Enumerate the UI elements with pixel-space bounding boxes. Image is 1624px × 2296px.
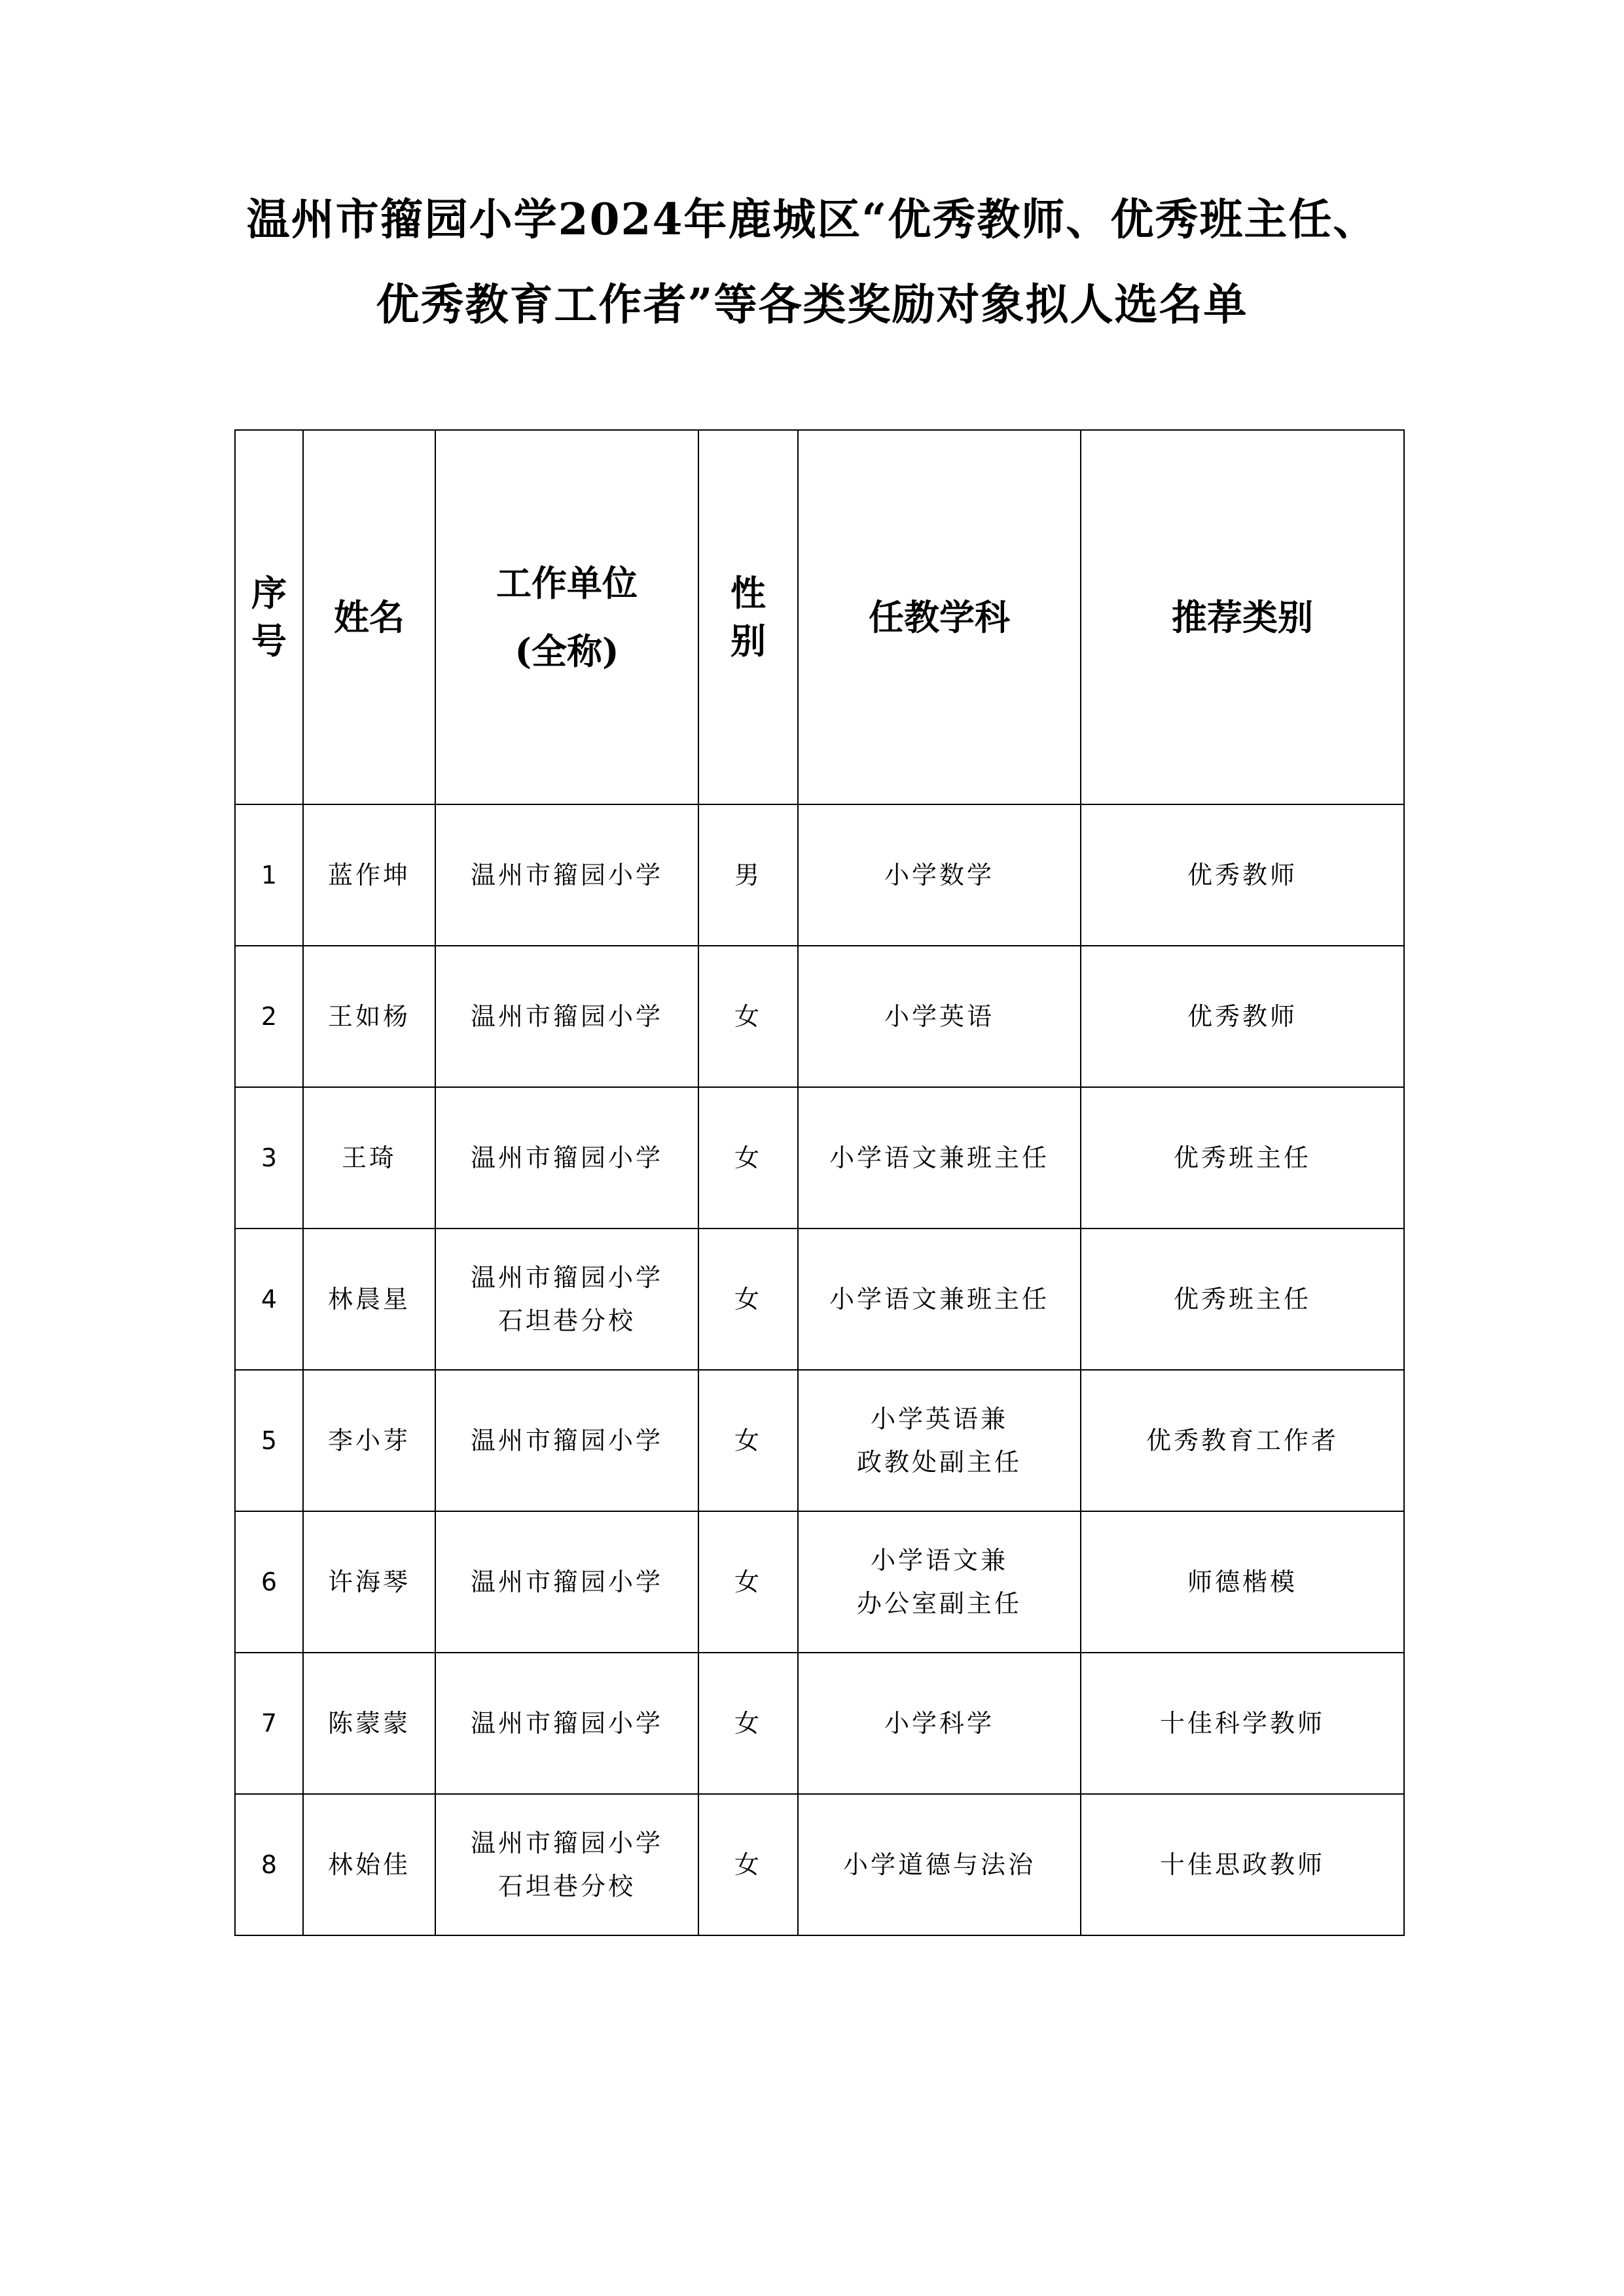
- cell-subject: [798, 946, 1081, 1087]
- cell-unit: [435, 1087, 698, 1229]
- cell-subject1: 小学科学: [884, 1709, 994, 1738]
- cell-index: 8: [261, 1850, 278, 1879]
- cell-subject1: 小学语文兼班主任: [829, 1143, 1049, 1172]
- document-title-line-1: 温州市籀园小学2024年鹿城区“优秀教师、优秀班主任、: [246, 194, 1378, 245]
- cell-subject2: 政教处副主任: [856, 1448, 1022, 1477]
- table-row: [235, 1370, 1404, 1511]
- cell-index: 7: [261, 1709, 278, 1738]
- cell-unit1: 温州市籀园小学: [470, 1002, 663, 1031]
- cell-gender: 女: [698, 1229, 798, 1370]
- header-unit: [435, 430, 698, 804]
- table-row: [235, 1087, 1404, 1229]
- cell-index: [235, 1229, 303, 1370]
- cell-unit1: 温州市籀园小学: [470, 861, 663, 889]
- cell-index: [235, 804, 303, 946]
- header-unit-line-1: 工作单位: [496, 562, 638, 604]
- cell-gender: 女: [698, 1653, 798, 1794]
- cell-subject: [798, 1794, 1081, 1935]
- cell-subject1: 小学语文兼: [870, 1546, 1008, 1575]
- cell-unit2: 石坦巷分校: [497, 1306, 636, 1335]
- cell-category: 师德楷模: [1081, 1511, 1404, 1653]
- cell-gender: 女: [698, 1511, 798, 1653]
- cell-unit: [435, 946, 698, 1087]
- document-title-line-2: 优秀教育工作者”等各类奖励对象拟人选名单: [376, 279, 1248, 330]
- cell-index: [235, 1794, 303, 1935]
- cell-unit1: 温州市籀园小学: [470, 1709, 663, 1738]
- table-row: [235, 946, 1404, 1087]
- cell-category: 优秀班主任: [1081, 1229, 1404, 1370]
- cell-unit: [435, 1653, 698, 1794]
- cell-subject: [798, 1370, 1081, 1511]
- cell-category: 十佳科学教师: [1081, 1653, 1404, 1794]
- cell-category: 优秀教师: [1081, 946, 1404, 1087]
- cell-unit: [435, 1229, 698, 1370]
- cell-subject: [798, 1087, 1081, 1229]
- cell-index: 6: [261, 1568, 278, 1596]
- cell-unit1: 温州市籀园小学: [470, 1829, 663, 1857]
- cell-unit: [435, 1794, 698, 1935]
- table-header-row: [235, 430, 1404, 804]
- cell-name: 陈蒙蒙: [303, 1653, 435, 1794]
- cell-name: 林晨星: [303, 1229, 435, 1370]
- cell-name: 王如杨: [303, 946, 435, 1087]
- cell-category: 优秀班主任: [1081, 1087, 1404, 1229]
- cell-subject: [798, 1653, 1081, 1794]
- cell-category: 优秀教师: [1081, 804, 1404, 946]
- header-category: 推荐类别: [1081, 430, 1404, 804]
- cell-gender: 女: [698, 1087, 798, 1229]
- cell-subject2: 办公室副主任: [856, 1589, 1022, 1618]
- cell-unit1: 温州市籀园小学: [470, 1426, 663, 1455]
- cell-unit1: 温州市籀园小学: [470, 1263, 663, 1292]
- header-subject: 任教学科: [798, 430, 1081, 804]
- header-gender: 性别: [698, 430, 798, 804]
- table-row: [235, 804, 1404, 946]
- cell-unit: [435, 1511, 698, 1653]
- cell-gender: 男: [698, 804, 798, 946]
- cell-unit: [435, 804, 698, 946]
- header-index: 序号: [235, 430, 303, 804]
- table-row: [235, 1794, 1404, 1935]
- cell-unit1: 温州市籀园小学: [470, 1143, 663, 1172]
- cell-subject: [798, 1511, 1081, 1653]
- cell-unit2: 石坦巷分校: [497, 1872, 636, 1901]
- cell-index: [235, 1370, 303, 1511]
- cell-subject: [798, 804, 1081, 946]
- cell-gender: 女: [698, 1370, 798, 1511]
- cell-index: [235, 1087, 303, 1229]
- cell-index: 3: [261, 1143, 278, 1172]
- cell-unit1: 温州市籀园小学: [470, 1568, 663, 1596]
- header-name: 姓名: [303, 430, 435, 804]
- cell-index: 4: [261, 1285, 278, 1314]
- cell-subject1: 小学数学: [884, 861, 994, 889]
- cell-category: 十佳思政教师: [1081, 1794, 1404, 1935]
- cell-name: 蓝作坤: [303, 804, 435, 946]
- cell-name: 林始佳: [303, 1794, 435, 1935]
- cell-name: 王琦: [303, 1087, 435, 1229]
- cell-category: 优秀教育工作者: [1081, 1370, 1404, 1511]
- cell-name: 李小芽: [303, 1370, 435, 1511]
- cell-subject1: 小学英语兼: [870, 1405, 1008, 1433]
- cell-subject1: 小学英语: [884, 1002, 994, 1031]
- header-unit-line-2: (全称): [514, 630, 619, 672]
- cell-index: 1: [261, 861, 278, 889]
- table-row: [235, 1511, 1404, 1653]
- cell-gender: 女: [698, 946, 798, 1087]
- cell-subject: [798, 1229, 1081, 1370]
- table-row: [235, 1229, 1404, 1370]
- cell-unit: [435, 1370, 698, 1511]
- cell-gender: 女: [698, 1794, 798, 1935]
- cell-subject1: 小学语文兼班主任: [829, 1285, 1049, 1314]
- cell-index: [235, 1653, 303, 1794]
- cell-subject1: 小学道德与法治: [842, 1850, 1036, 1879]
- nominee-table: [234, 429, 1405, 1936]
- cell-name: 许海琴: [303, 1511, 435, 1653]
- cell-index: [235, 946, 303, 1087]
- cell-index: 5: [261, 1426, 278, 1455]
- table-row: [235, 1653, 1404, 1794]
- cell-index: 2: [261, 1002, 278, 1031]
- cell-index: [235, 1511, 303, 1653]
